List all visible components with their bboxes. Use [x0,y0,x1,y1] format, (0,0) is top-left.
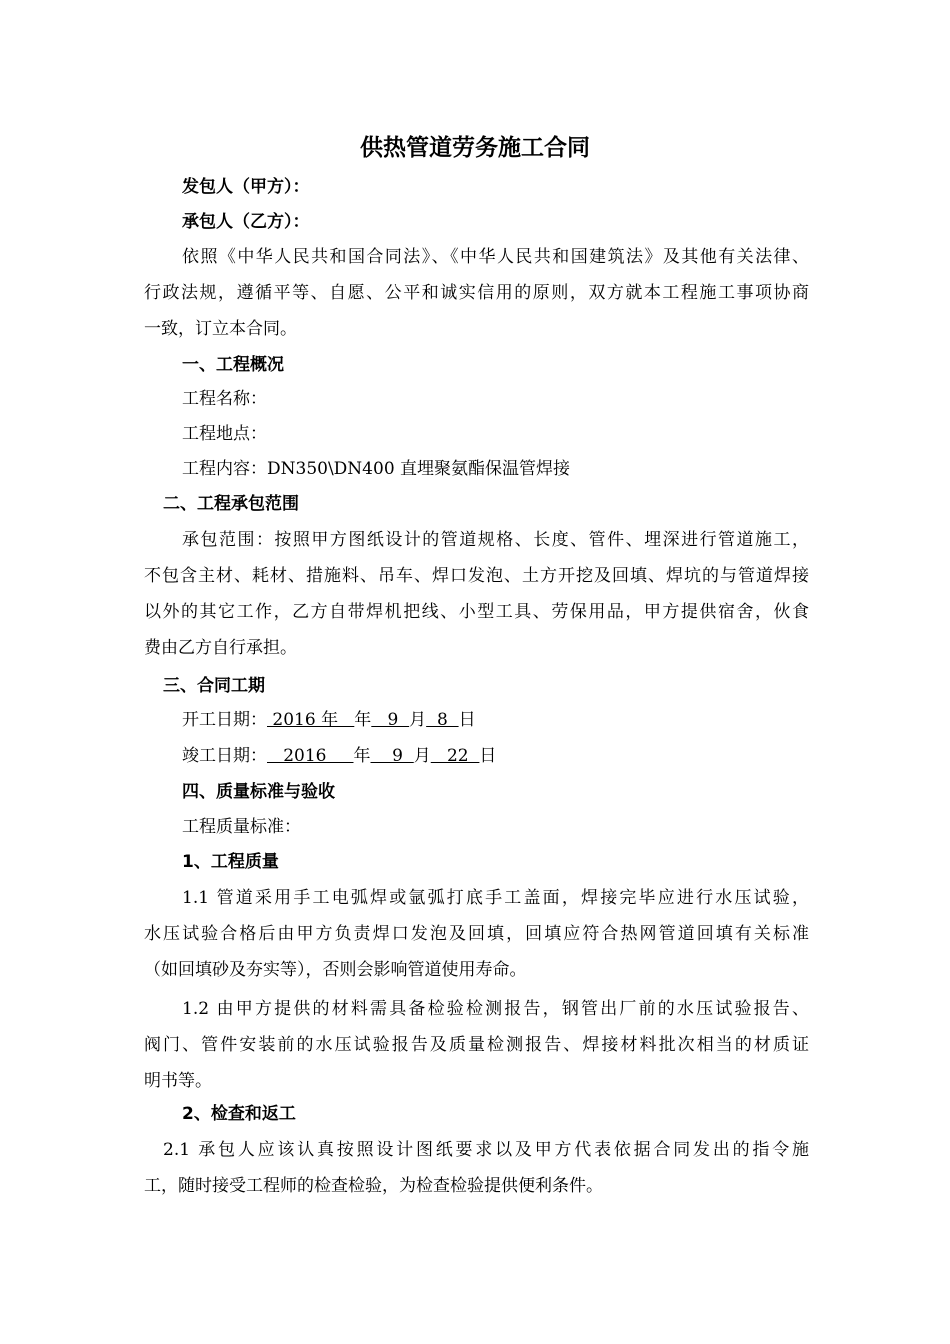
section-2-heading: 二、工程承包范围 [163,494,299,514]
document-title: 供热管道劳务施工合同 [360,135,590,161]
section-4-heading: 四、质量标准与验收 [182,782,335,802]
clause-1-2-line-2: 阀门、管件安装前的水压试验报告及质量检测报告、焊接材料批次相当的材质证 [144,1035,809,1055]
end-month-unit: 月 [413,746,431,766]
start-year-blank: 2016 年 [267,710,355,730]
end-month-blank: 9 [370,746,414,766]
start-day-blank: 8 [426,710,459,730]
project-name: 工程名称： [182,389,267,409]
start-month-unit: 月 [409,710,427,730]
clause-1-1-line-1: 1.1 管道采用手工电弧焊或氩弧打底手工盖面，焊接完毕应进行水压试验， [182,888,809,908]
section-1-heading: 一、工程概况 [182,355,284,375]
start-month-blank: 9 [371,710,410,730]
end-year-unit: 年 [353,746,371,766]
scope-line-4: 费由乙方自行承担。 [144,638,297,658]
preamble-line-2: 行政法规，遵循平等、自愿、公平和诚实信用的原则，双方就本工程施工事项协商 [144,283,809,303]
clause-2-1-line-1: 2.1 承包人应该认真按照设计图纸要求以及甲方代表依据合同发出的指令施 [163,1140,809,1160]
end-day-blank: 22 [430,746,480,766]
end-date-label: 竣工日期： [182,746,267,766]
scope-line-2: 不包含主材、耗材、措施料、吊车、焊口发泡、土方开挖及回填、焊坑的与管道焊接 [144,566,809,586]
clause-1-2-line-3: 明书等。 [144,1071,212,1091]
clause-2-1-line-2: 工，随时接受工程师的检查检验，为检查检验提供便利条件。 [144,1176,603,1196]
start-day-unit: 日 [458,710,476,730]
scope-line-1: 承包范围：按照甲方图纸设计的管道规格、长度、管件、埋深进行管道施工， [182,530,809,550]
party-a-label: 发包人（甲方）： [182,177,310,197]
subsection-2-heading: 2、检查和返工 [182,1104,296,1124]
party-b-label: 承包人（乙方）： [182,212,310,232]
subsection-1-heading: 1、工程质量 [182,852,279,872]
end-year-blank: 2016 [267,746,354,766]
clause-1-2-line-1: 1.2 由甲方提供的材料需具备检验检测报告，钢管出厂前的水压试验报告、 [182,999,809,1019]
start-date-label: 开工日期： [182,710,267,730]
end-date-row [182,738,496,774]
end-day-unit: 日 [479,746,497,766]
project-location: 工程地点： [182,424,267,444]
preamble-line-3: 一致，订立本合同。 [144,319,297,339]
start-year-unit: 年 [354,710,372,730]
preamble-line-1: 依照《中华人民共和国合同法》、《中华人民共和国建筑法》及其他有关法律、 [182,247,809,267]
start-date-row [182,702,476,738]
scope-line-3: 以外的其它工作，乙方自带焊机把线、小型工具、劳保用品，甲方提供宿舍，伙食 [144,602,809,622]
section-3-heading: 三、合同工期 [163,676,265,696]
clause-1-1-line-3: （如回填砂及夯实等），否则会影响管道使用寿命。 [144,960,527,980]
clause-1-1-line-2: 水压试验合格后由甲方负责焊口发泡及回填，回填应符合热网管道回填有关标准 [144,924,809,944]
quality-standard-label: 工程质量标准： [182,817,301,837]
project-content: 工程内容：DN350\DN400 直埋聚氨酯保温管焊接 [182,459,571,479]
